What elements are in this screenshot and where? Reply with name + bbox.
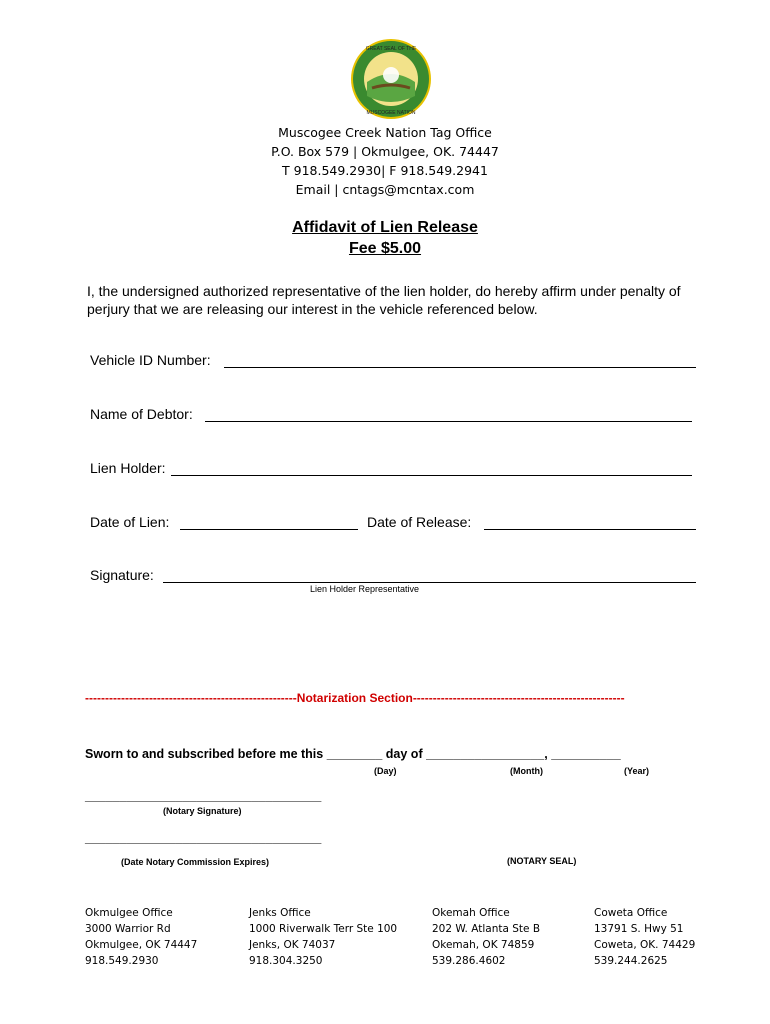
- office-phone: 918.549.2930: [85, 955, 159, 967]
- divider-dashes-right: -----------------------------------------------------: [412, 691, 625, 705]
- office-street: 3000 Warrior Rd: [85, 923, 171, 935]
- date-of-lien-label: Date of Lien:: [90, 514, 170, 530]
- office-title: Jenks Office: [249, 907, 311, 919]
- svg-text:MUSCOGEE NATION: MUSCOGEE NATION: [366, 110, 416, 116]
- office-phone-fax: T 918.549.2930| F 918.549.2941: [282, 163, 488, 178]
- office-city: Coweta, OK. 74429: [594, 939, 696, 951]
- office-phone: 539.244.2625: [594, 955, 668, 967]
- office-title: Okemah Office: [432, 907, 510, 919]
- notary-seal-caption: (NOTARY SEAL): [507, 856, 577, 866]
- signature-field[interactable]: [163, 582, 696, 583]
- year-caption: (Year): [624, 766, 650, 776]
- office-coweta: [594, 905, 695, 969]
- vin-field[interactable]: [224, 367, 696, 368]
- office-city: Okemah, OK 74859: [432, 939, 535, 951]
- office-jenks: [249, 905, 397, 969]
- office-phone: 918.304.3250: [249, 955, 323, 967]
- notary-signature-line[interactable]: __________________________________: [85, 789, 322, 803]
- form-title: Affidavit of Lien Release: [292, 219, 478, 236]
- notarization-divider: [85, 691, 625, 705]
- debtor-field[interactable]: [205, 421, 692, 422]
- vin-label: Vehicle ID Number:: [90, 352, 211, 368]
- office-city: Jenks, OK 74037: [249, 939, 336, 951]
- sworn-statement: Sworn to and subscribed before me this ________ day of _________________, __________: [85, 747, 621, 761]
- signature-label: Signature:: [90, 567, 154, 583]
- day-caption: (Day): [374, 766, 397, 776]
- office-title: Coweta Office: [594, 907, 668, 919]
- office-street: 202 W. Atlanta Ste B: [432, 923, 541, 935]
- nation-seal-logo: [350, 38, 432, 120]
- commission-expires-caption: (Date Notary Commission Expires): [121, 857, 270, 867]
- office-street: 1000 Riverwalk Terr Ste 100: [249, 923, 398, 935]
- date-of-release-field[interactable]: [484, 529, 696, 530]
- date-of-lien-field[interactable]: [180, 529, 358, 530]
- commission-expires-line[interactable]: __________________________________: [85, 831, 322, 845]
- office-email: Email | cntags@mcntax.com: [295, 182, 475, 197]
- debtor-label: Name of Debtor:: [90, 406, 193, 422]
- office-title: Okmulgee Office: [85, 907, 173, 919]
- lien-holder-label: Lien Holder:: [90, 460, 166, 476]
- office-okmulgee: [85, 905, 197, 969]
- form-fee: Fee $5.00: [348, 240, 422, 257]
- lien-holder-field[interactable]: [171, 475, 692, 476]
- office-address: P.O. Box 579 | Okmulgee, OK. 74447: [271, 144, 499, 159]
- month-caption: (Month): [510, 766, 543, 776]
- affirmation-text: I, the undersigned authorized representative of the lien holder, do hereby affirm under penalty of perjury that we are releasing our interest in the vehicle referenced below.: [87, 283, 681, 317]
- office-street: 13791 S. Hwy 51: [594, 923, 684, 935]
- office-okemah: [432, 905, 540, 969]
- date-of-release-label: Date of Release:: [367, 514, 472, 530]
- notary-signature-caption: (Notary Signature): [163, 806, 242, 816]
- notarization-heading: Notarization Section: [296, 691, 413, 705]
- office-name: Muscogee Creek Nation Tag Office: [278, 125, 492, 140]
- svg-text:GREAT SEAL OF THE: GREAT SEAL OF THE: [365, 46, 417, 52]
- office-phone: 539.286.4602: [432, 955, 506, 967]
- divider-dashes-left: -----------------------------------------------------: [85, 691, 297, 705]
- signature-caption: Lien Holder Representative: [310, 584, 420, 594]
- office-city: Okmulgee, OK 74447: [85, 939, 198, 951]
